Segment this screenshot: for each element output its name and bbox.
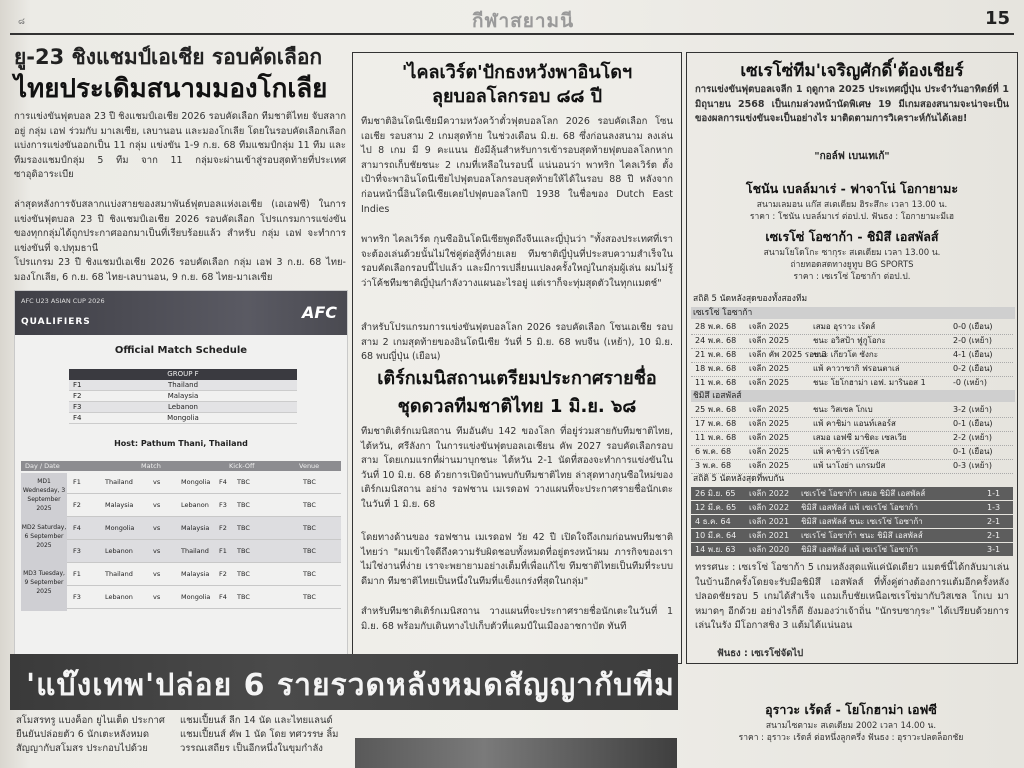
match2-odds: ราคา : เซเรโซ่ โอซาก้า ต่อป.ป.: [793, 272, 911, 282]
match-cell-away: Thailand: [181, 547, 209, 555]
group-label: GROUP F: [69, 369, 297, 380]
right-headline: เซเรโซ่ทีม'เจริญศักดิ์'ต้องเชียร์: [740, 61, 964, 81]
match-cell-venue: TBC: [303, 547, 316, 555]
stat-cell-res: เสมอ อุราวะ เร้ดส์: [813, 322, 876, 331]
stat-cell-score: 3-1: [987, 545, 1001, 554]
stat-row: [691, 376, 1013, 391]
stat-cell-comp: เจลีก คัพ 2025 รอบ 3: [749, 350, 827, 359]
bottom-paragraph-2: แชมเปี้ยนส์ ลีก 14 นัด และไทยแลนด์ แชมเปี้ยนส์ คัพ 1 นัด โดย ทศวรรษ ลิ้มวรรณเสถียร เป็นอีกหนึ่งในขุมกำลัง: [180, 715, 339, 754]
match-cell-venue: TBC: [303, 501, 316, 509]
match-cell-a: F1: [219, 547, 227, 555]
stat-cell-res: เสมอ เอฟซี มาชิดะ เซลเวีย: [813, 433, 907, 442]
stat-cell-score: 2-1: [987, 531, 1001, 540]
stat-cell-score: 1-1: [987, 489, 1001, 498]
stat-cell-comp: เจลีก 2025: [749, 419, 790, 428]
afc-logo: AFC: [301, 303, 337, 322]
schedule-title: Official Match Schedule: [114, 345, 248, 356]
match-row: [21, 517, 341, 540]
stat-cell-comp: เจลีก 2025: [749, 336, 790, 345]
match-cell-vs: vs: [153, 593, 161, 601]
stat-row: [691, 362, 1013, 377]
match3-venue: สนามไซตามะ สเตเดียม 2002 เวลา 14.00 น.: [765, 721, 937, 731]
center-paragraph-4: ทีมชาติเติร์กเมนิสถาน ทีมอันดับ 142 ของโลก ที่อยู่ร่วมสายกับทีมชาติไทย, ไต้หวัน, ศรีลังกา ในการแข่งขันฟุตบอลเอเชียน คัพ 2027 รอบคัดเลือกรอบสาม โดยเกมแรกที่ผ่านมาบุกชนะ ไต้หวัน 2-1 นัดที่สองจะทำการแข่งขันในวันที่ 10 มิ.ย. 68 ด้วยการเปิดบ้านพบกับทีมชาติไทย ล่าสุดทางกุนซือใหม่ของเติร์กเมนิสถาน อย่าง รอฟชาน เมเรดอฟ วางแผนที่จะประกาศรายชื่อนักเตะในวันที่ 1 มิ.ย. 68: [361, 426, 673, 510]
match-row: [21, 586, 341, 609]
match-cell-ko: TBC: [237, 570, 250, 578]
stat-row: [691, 417, 1013, 432]
match-cell-home: Lebanon: [105, 547, 133, 555]
stat-cell-date: 11 พ.ค. 68: [695, 378, 737, 387]
match1-venue: สนามเลมอน แก๊ส สเตเดียม ฮิระสึกะ เวลา 13.00 น.: [756, 200, 948, 210]
afc-qualifiers-label: QUALIFIERS: [21, 317, 91, 327]
stat-cell-res: ชนะ วิสเซล โกเบ: [813, 405, 873, 414]
header-day: Day / Date: [25, 462, 60, 470]
match-cell-a: F3: [219, 501, 227, 509]
stat-cell-score: 0-0 (เยือน): [953, 322, 993, 331]
newspaper-logo: กีฬาสยามนี: [472, 10, 575, 32]
match-cell-ko: TBC: [237, 547, 250, 555]
stat-cell-score: 0-1 (เยือน): [953, 419, 993, 428]
match-cell-venue: TBC: [303, 570, 316, 578]
match-cell-ko: TBC: [237, 501, 250, 509]
stat-cell-comp: เจลีก 2025: [749, 433, 790, 442]
center-paragraph-3: สำหรับโปรแกรมการแข่งขันฟุตบอลโลก 2026 รอบคัดเลือก โซนเอเชีย รอบสาม 2 เกมสุดท้ายของอินโดนีเซีย วันที่ 5 มิ.ย. 68 พบจีน (เหย้า), 10 มิ.ย. 68 พบญี่ปุ่น (เยือน): [361, 322, 673, 363]
left-headline-line1: ยู-23 ชิงแชมป์เอเชีย รอบคัดเลือก: [14, 45, 323, 69]
center-articles: [352, 52, 682, 664]
group-row: [69, 413, 297, 424]
bottom-photo: [355, 738, 677, 768]
match-cell-h: F3: [73, 547, 81, 555]
match-row: [21, 563, 341, 586]
match-cell-home: Mongolia: [105, 524, 135, 532]
stat-row: [691, 459, 1013, 474]
stat-row: [691, 501, 1013, 514]
header-match: Match: [141, 462, 161, 470]
stat-cell-res: ชิมิสึ เอสพัลส์ ชนะ เซเรโซ่ โอซาก้า: [801, 517, 923, 526]
team-b-label: ชิมิสึ เอสพัลส์: [691, 390, 1015, 402]
bottom-banner: [10, 654, 678, 710]
stat-cell-comp: เจลีก 2021: [749, 517, 790, 526]
center-paragraph-5: โดยทางด้านของ รอฟชาน เมเรดอฟ วัย 42 ปี เปิดใจถึงเกมก่อนพบทีมชาติไทยว่า "ผมเข้าใจดีถึงความรับผิดชอบทั้งหมดที่อยู่ตรงหน้าผม ภารกิจของเราไม่ใช่งานที่ง่าย เราจะพยายามอย่างเต็มที่เพื่อแก้ไข ทีมชาติไทยเป็นทีมที่ระบบดีมาก ทีมชาติไทยเป็นหนึ่งในทีมที่แข็งแกร่งที่สุดในกลุ่ม": [361, 532, 673, 587]
left-paragraph-1: การแข่งขันฟุตบอล 23 ปี ชิงแชมป์เอเชีย 2026 รอบคัดเลือก ทีมชาติไทย จับสลากอยู่ กลุ่ม เอฟ ร่วมกับ มาเลเซีย, เลบานอน และมองโกเลีย โดยในรอบคัดเลือกเลือก แบ่งการแข่งขันออกเป็น 11 กลุ่ม แข่งขัน 1-9 ก.ย. 68 ทีมแชมป์กลุ่ม 11 ทีม และทีมรองแชมป์กลุ่ม 5 ทีม จาก 11 กลุ่มจะผ่านเข้าสู่รอบสุดท้ายที่ประเทศซาอุดิอาระเบีย: [14, 111, 346, 181]
center-headline-1-line2: ลุยบอลโลกรอบ ๘๘ ปี: [431, 86, 603, 107]
match-cell-home: Lebanon: [105, 593, 133, 601]
stat-cell-date: 12 มี.ค. 65: [695, 503, 737, 512]
match-cell-vs: vs: [153, 547, 161, 555]
stat-cell-comp: เจลีก 2025: [749, 405, 790, 414]
stats-title: สถิติ 5 นัดหลังสุดของทั้งสองทีม: [693, 294, 808, 304]
stat-row: [691, 403, 1013, 418]
match-cell-a: F4: [219, 593, 227, 601]
center-paragraph-6: สำหรับทีมชาติเติร์กเมนิสถาน วางแผนที่จะประกาศรายชื่อนักเตะในวันที่ 1 มิ.ย. 68 พร้อมกับเดินทางไปเก็บตัวที่แคมป์ในเมืองอาชกาบัต ทันที: [361, 606, 673, 632]
stat-cell-date: 25 พ.ค. 68: [695, 405, 737, 414]
bottom-banner-headline: 'แบ๊งเทพ'ปล่อย 6 รายรวดหลังหมดสัญญากับทีม: [26, 668, 675, 703]
afc-tournament: AFC U23 ASIAN CUP 2026: [21, 297, 105, 305]
stat-cell-date: 11 พ.ค. 68: [695, 433, 737, 442]
group-team: Malaysia: [167, 392, 199, 400]
match-cell-venue: TBC: [303, 478, 316, 486]
group-row: [69, 380, 297, 391]
match-cell-h: F1: [73, 570, 81, 578]
match-cell-a: F4: [219, 478, 227, 486]
verdict: ฟันธง : เซเรโซ่จัดไป: [717, 648, 804, 659]
stat-row: [691, 529, 1013, 542]
stat-cell-comp: เจลีก 2025: [749, 461, 790, 470]
team-a-label: เซเรโซ่ โอซาก้า: [691, 307, 1015, 319]
match2-venue: สนามโยโดโกะ ซากุระ สเตเดียม เวลา 13.00 น.: [763, 248, 941, 258]
match-cell-h: F4: [73, 524, 81, 532]
stat-row: [691, 445, 1013, 460]
stat-cell-res: ชิมิสึ เอสพัลส์ แพ้ เซเรโซ่ โอซาก้า: [801, 503, 918, 512]
stat-cell-res: ชิมิสึ เอสพัลส์ แพ้ เซเรโซ่ โอซาก้า: [801, 545, 918, 554]
stat-cell-res: แพ้ คาวาซากิ ฟรอนตาเล่: [813, 364, 900, 373]
afc-schedule-graphic: [14, 290, 348, 672]
stat-cell-date: 6 พ.ค. 68: [695, 447, 732, 456]
stat-row: [691, 515, 1013, 528]
group-team: Mongolia: [167, 414, 199, 422]
match3-odds: ราคา : อุราวะ เร้ดส์ ต่อหนึ่งลูกครึ่ง ฟันธง : อุราวะปลดล็อกชัย: [738, 733, 964, 743]
masthead: [0, 0, 1024, 40]
left-headline-line2: ไทยประเดิมสนามมองโกเลีย: [14, 74, 328, 104]
stat-cell-comp: เจลีก 2020: [749, 545, 790, 554]
stat-cell-comp: เจลีก 2022: [749, 503, 790, 512]
group-team: Thailand: [167, 381, 199, 389]
stat-cell-date: 14 พ.ย. 63: [695, 545, 736, 554]
matchday-cell: MD2 Saturday, 6 September 2025: [21, 519, 67, 565]
match-table: [21, 461, 341, 609]
match-cell-h: F2: [73, 501, 81, 509]
stat-cell-score: -0 (เหย้า): [953, 378, 987, 387]
center-headline-2-line2: ชุดดวลทีมชาติไทย 1 มิ.ย. ๖๘: [397, 396, 637, 417]
match-cell-vs: vs: [153, 478, 161, 486]
match-cell-home: Malaysia: [105, 501, 134, 509]
match-row: [21, 494, 341, 517]
match-cell-away: Lebanon: [181, 501, 209, 509]
stat-cell-score: 0-1 (เยือน): [953, 447, 993, 456]
group-row: [69, 391, 297, 402]
page-number: 15: [984, 8, 1010, 29]
stat-cell-date: 24 พ.ค. 68: [695, 336, 737, 345]
match-row: [21, 540, 341, 563]
center-headline-1: [353, 61, 681, 109]
match-cell-venue: TBC: [303, 524, 316, 532]
match-cell-away: Mongolia: [181, 593, 211, 601]
match-cell-vs: vs: [153, 524, 161, 532]
center-paragraph-2: พาทริก ไคลเวิร์ต กุนซืออินโดนีเซียพูดถึงจีนและญี่ปุ่นว่า "ทั้งสองประเทศที่เราจะต้องเล่นด้วยนั้นไม่ใช่คู่ต่อสู้ที่ง่ายเลย ทีมชาติญี่ปุ่นที่ประสบความสำเร็จในรอบคัดเลือกรอบนี้ไปแล้ว และมีการเปลี่ยนแปลงครั้งใหญ่ในกลุ่มผู้เล่น ผมไม่รู้ว่าโค้ชทีมชาติญี่ปุ่นกำลังวางแผนอะไรอยู่ แต่เราก็จะทุ่มสุดตัวในทุกแมตช์": [361, 234, 673, 289]
stat-cell-score: 0-3 (เหย้า): [953, 461, 993, 470]
group-table: [69, 369, 297, 424]
center-headline-2: [353, 365, 681, 421]
header-venue: Venue: [299, 462, 320, 470]
stat-cell-comp: เจลีก 2025: [749, 364, 790, 373]
header-kickoff: Kick-Off: [229, 462, 255, 470]
group-team: Lebanon: [168, 403, 198, 411]
stat-cell-date: 4 ธ.ค. 64: [695, 517, 731, 526]
match1-title: โชนัน เบลล์มาเร่ - ฟาจาโน่ โอกายามะ: [745, 181, 959, 196]
stat-row: [691, 334, 1013, 349]
match-row: [21, 471, 341, 494]
stat-cell-comp: เจลีก 2022: [749, 489, 790, 498]
group-id: F2: [73, 392, 82, 400]
stat-cell-res: เซเรโซ่ โอซาก้า เสมอ ชิมิสึ เอสพัลส์: [801, 489, 926, 498]
afc-header-band: [15, 291, 347, 335]
match3-title: อุราวะ เร้ดส์ - โยโกฮาม่า เอฟซี: [765, 702, 937, 717]
match1-odds: ราคา : โชนัน เบลล์มาเร่ ต่อป.ป. ฟันธง : โอกายามะมีเฮ: [749, 212, 955, 222]
group-id: F4: [73, 414, 82, 422]
stat-cell-comp: เจลีก 2025: [749, 322, 790, 331]
h2h-title: สถิติ 5 นัดหลังสุดที่พบกัน: [693, 474, 785, 484]
stat-cell-score: 1-3: [987, 503, 1001, 512]
stat-cell-res: แพ้ คาชิว่า เรย์โซล: [813, 447, 880, 456]
left-article: [8, 38, 348, 668]
left-paragraph-3: โปรแกรม 23 ปี ชิงแชมป์เอเชีย 2026 รอบคัดเลือก กลุ่ม เอฟ 3 ก.ย. 68 ไทย-มองโกเลีย, 6 ก.ย. 68 ไทย-เลบานอน, 9 ก.ย. 68 ไทย-มาเลเซีย: [14, 257, 346, 283]
match2-tv: ถ่ายทอดสดทางยูทูบ BG SPORTS: [790, 260, 914, 270]
match-cell-vs: vs: [153, 501, 161, 509]
stat-cell-res: แพ้ คาชิม่า แอนท์เลอร์ส: [813, 419, 896, 428]
center-headline-1-line1: 'ไคลเวิร์ต'ปักธงหวังพาอินโดฯ: [401, 62, 633, 83]
stat-cell-score: 2-1: [987, 517, 1001, 526]
right-intro: การแข่งขันฟุตบอลเจลีก 1 ฤดูกาล 2025 ประเทศญี่ปุ่น ประจำวันอาทิตย์ที่ 1 มิถุนายน 2568 เป็นเกมล่วงหน้านัดพิเศษ 19 มีเกมสองสนามจะน่าจะเป็นของผลการแข่งขันจะเป็นอย่างไร มาติดตามการวิเคราะห์กันได้เลย!: [695, 84, 1009, 125]
matchday-cell: MD3 Tuesday, 9 September 2025: [21, 565, 67, 611]
stat-cell-comp: เจลีก 2021: [749, 531, 790, 540]
stat-cell-res: ชนะ อวิสป้า ฟูกูโอกะ: [813, 336, 886, 345]
match-cell-home: Thailand: [105, 478, 133, 486]
analysis-paragraph: ทรรศนะ : เซเรโซ่ โอซาก้า 5 เกมหลังสุดแพ้แค่นัดเดียว แมตช์นี้ได้กลับมาเล่นในบ้านอีกครั้งโดยจะรับมือชิมิสึ เอสพัลส์ ที่ทั้งคู่ต่างต้องการแต้มอีกครั้งหลังปลอดชัยรอบ 5 เกมได้สำเร็จ แถมเก็บชัยเหนือเซเรโซ่มากับวิสเซล โกเบ มาหมาดๆ อีกด้วย อย่างไรก็ดี ยังมองว่าเจ้าถิ่น "นักรบซากุระ" ได้เปรียบด้วยการเล่นในรัง มีโอกาสชิง 3 แต้มได้แน่นอน: [695, 562, 1009, 632]
match-cell-venue: TBC: [303, 593, 316, 601]
match-table-header: [21, 461, 341, 471]
match2-title: เซเรโซ่ โอซาก้า - ชิมิสึ เอสพัลส์: [765, 229, 939, 244]
group-id: F1: [73, 381, 82, 389]
match-cell-ko: TBC: [237, 478, 250, 486]
stat-cell-score: 2-0 (เหย้า): [953, 336, 993, 345]
match-cell-a: F2: [219, 524, 227, 532]
match-cell-away: Mongolia: [181, 478, 211, 486]
right-article: [686, 52, 1018, 664]
match-cell-ko: TBC: [237, 524, 250, 532]
stat-cell-score: 4-1 (เยือน): [953, 350, 993, 359]
stat-row: [691, 543, 1013, 556]
stat-cell-res: ชนะ โยโกฮาม่า เอฟ. มารินอส 1: [813, 378, 926, 387]
stat-cell-date: 21 พ.ค. 68: [695, 350, 737, 359]
center-headline-2-line1: เติร์กเมนิสถานเตรียมประกาศรายชื่อ: [377, 368, 657, 389]
stat-cell-res: เซเรโซ่ โอซาก้า ชนะ ชิมิสึ เอสพัลส์: [801, 531, 923, 540]
stat-cell-date: 3 พ.ค. 68: [695, 461, 732, 470]
group-row: [69, 402, 297, 413]
center-paragraph-1: ทีมชาติอินโดนีเซียมีความหวังคว้าตั๋วฟุตบอลโลก 2026 รอบคัดเลือก โซนเอเชีย รอบสาม 2 เกมสุดท้าย ในช่วงเดือน มิ.ย. 68 ซึ่งก่อนลงสนาม ลงเล่นไป 8 เกม มี 9 คะแนน ยังมีลุ้นสำหรับการเข้ารอบสุดท้ายฟุตบอลโลกหากสามารถเก็บชัยชนะ 2 เกมที่เหลือในรอบนี้ แน่นอนว่า พาทริก ไคลเวิร์ต ตั้งเป้าที่จะพาอินโดนีเซียไปฟุตบอลโลกรอบสุดท้ายให้ได้ในรอบ 88 ปี หลังจากก่อนหน้านี้อินโดนีเซียเคยไปฟุตบอลโลกปี 1938 ในชื่อของ Dutch East Indies: [361, 116, 673, 215]
stat-row: [691, 431, 1013, 446]
stat-cell-date: 17 พ.ค. 68: [695, 419, 737, 428]
stat-cell-date: 10 มี.ค. 64: [695, 531, 737, 540]
match-cell-h: F3: [73, 593, 81, 601]
stat-row: [691, 320, 1013, 335]
match-cell-away: Malaysia: [181, 570, 210, 578]
stat-cell-score: 0-2 (เยือน): [953, 364, 993, 373]
stat-row: [691, 487, 1013, 500]
match-cell-a: F2: [219, 570, 227, 578]
match-cell-ko: TBC: [237, 593, 250, 601]
stat-cell-comp: เจลีก 2025: [749, 447, 790, 456]
match-cell-h: F1: [73, 478, 81, 486]
stat-cell-res: ชนะ เกียวโต ซังกะ: [813, 350, 879, 359]
match-cell-vs: vs: [153, 570, 161, 578]
match-cell-away: Malaysia: [181, 524, 210, 532]
stat-cell-score: 3-2 (เหย้า): [953, 405, 993, 414]
stat-cell-date: 26 มิ.ย. 65: [695, 489, 736, 498]
stat-cell-date: 18 พ.ค. 68: [695, 364, 737, 373]
stat-cell-comp: เจลีก 2025: [749, 378, 790, 387]
stat-cell-date: 28 พ.ค. 68: [695, 322, 737, 331]
bottom-paragraph-1: สโมสรทรู แบงค็อก ยูไนเต็ด ประกาศยืนยันปล่อยตัว 6 นักเตะหลังหมดสัญญากับสโมสร ประกอบไปด้วย: [16, 715, 165, 754]
matchday-cell: MD1 Wednesday, 3 September 2025: [21, 473, 67, 519]
stat-cell-res: แพ้ นาโงย่า แกรมปัส: [813, 461, 886, 470]
author-byline: "กอล์ฟ เบนเทเก้": [814, 151, 890, 162]
left-paragraph-2: ล่าสุดหลังการจับสลากแบ่งสายของสมาพันธ์ฟุตบอลแห่งเอเชีย (เอเอฟซี) ในการแข่งขันฟุตบอล 23 ปี ชิงแชมป์เอเชีย 2026 รอบคัดเลือก โปรแกรมการแข่งขันของทุกกลุ่มได้ถูกประกาศออกมาเป็นที่เรียบร้อยแล้ว สำหรับ กลุ่ม เอฟ จะทำการแข่งขันที่ จ.ปทุมธานี: [14, 199, 346, 254]
group-id: F3: [73, 403, 82, 411]
stat-row: [691, 348, 1013, 363]
stat-cell-score: 2-2 (เหย้า): [953, 433, 993, 442]
masthead-rule: [10, 33, 1014, 35]
match-cell-home: Thailand: [105, 570, 133, 578]
host-label: Host: Pathum Thani, Thailand: [114, 439, 248, 448]
page-mark: ๘: [18, 17, 25, 27]
